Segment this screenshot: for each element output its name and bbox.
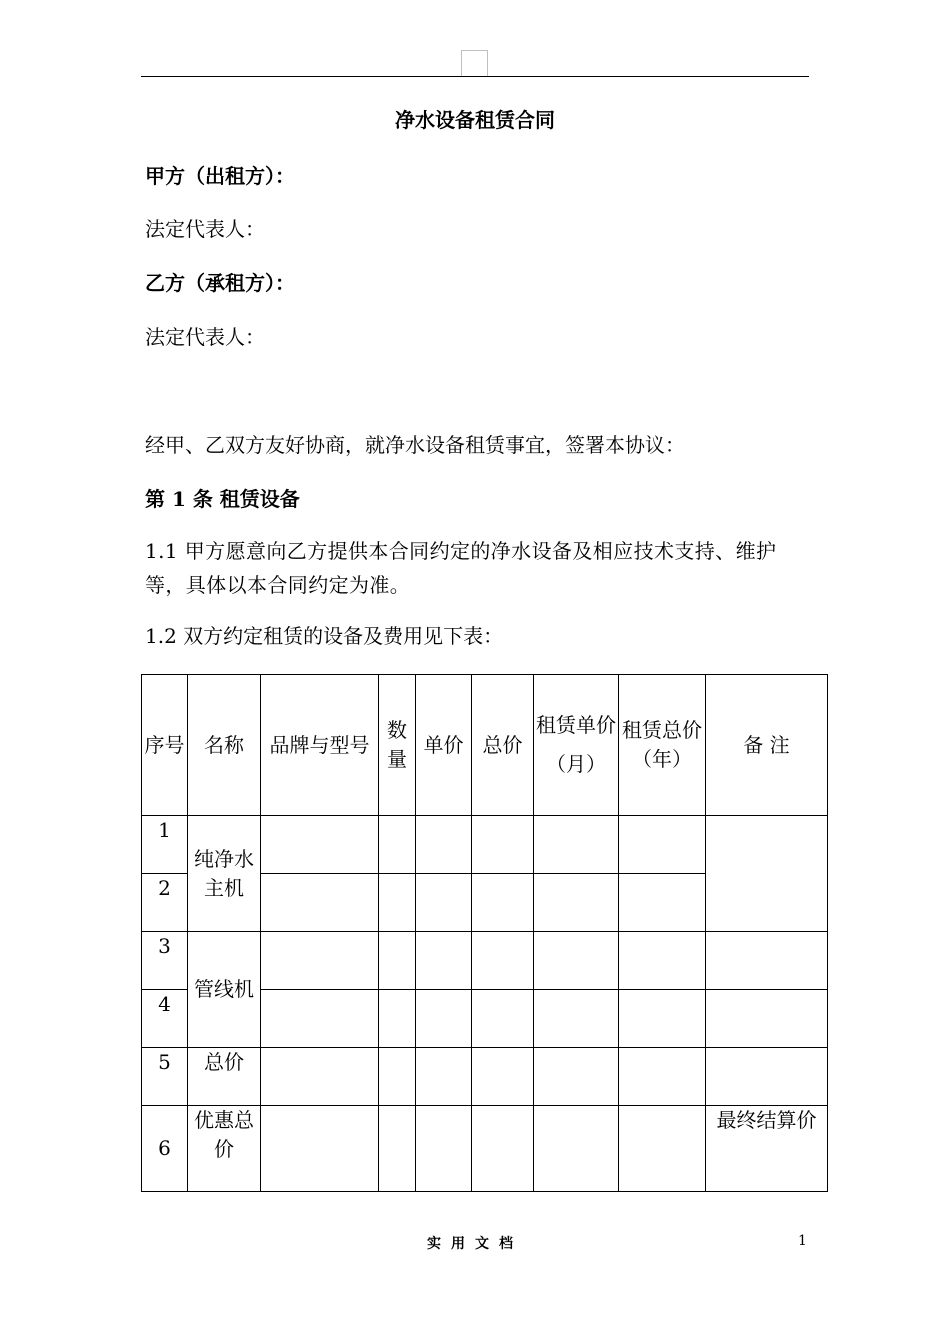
cell-name-pipeline: 管线机 [188,932,261,1048]
table-row [142,816,828,874]
cell-empty [619,816,706,874]
cell-empty [619,932,706,990]
cell-empty [379,990,416,1048]
document-title: 净水设备租赁合同 [395,108,555,132]
header-annual-rent: 租赁总价（年） [619,675,706,816]
cell-remarks-empty [706,816,828,932]
cell-empty [261,1106,379,1192]
header-seq: 序号 [142,675,188,816]
clause-1-1: 1.1 甲方愿意向乙方提供本合同约定的净水设备及相应技术支持、维护等，具体以本合同约定为准。 [145,539,777,597]
cell-empty [416,816,472,874]
cell-name-total: 总价 [188,1048,261,1106]
party-a-representative: 法定代表人： [145,217,265,241]
cell-seq: 3 [142,932,188,990]
header-name: 名称 [188,675,261,816]
cell-empty [619,874,706,932]
equipment-rental-table [141,674,828,1192]
cell-empty [472,1048,534,1106]
cell-empty [534,1048,619,1106]
header-remarks: 备 注 [706,675,828,816]
clause-1-2: 1.2 双方约定租赁的设备及费用见下表： [145,624,504,648]
table-row [142,1106,828,1192]
page-number: 1 [798,1233,807,1249]
table-header-row [142,675,828,816]
header-monthly-rent-label: 租赁单价 [536,713,616,737]
cell-empty [379,874,416,932]
cell-empty [261,874,379,932]
cell-empty [472,990,534,1048]
cell-empty [472,1106,534,1192]
cell-empty [261,932,379,990]
cell-name-discount-total: 优惠总价 [188,1106,261,1192]
cell-empty [534,816,619,874]
cell-empty [261,816,379,874]
cell-empty [261,990,379,1048]
cell-empty [379,816,416,874]
cell-empty [416,874,472,932]
cell-empty [416,1048,472,1106]
cell-empty [619,1048,706,1106]
cell-empty [261,1048,379,1106]
cell-empty [534,1106,619,1192]
cell-seq: 2 [142,874,188,932]
header-brand-model: 品牌与型号 [261,675,379,816]
table-row [142,1048,828,1106]
cell-empty [472,932,534,990]
cell-empty [379,932,416,990]
cell-empty [534,932,619,990]
party-b-label: 乙方（承租方）： [145,271,295,295]
header-monthly-rent-unit: （月） [546,752,606,776]
header-quantity: 数量 [379,675,416,816]
cell-seq: 4 [142,990,188,1048]
cell-seq: 5 [142,1048,188,1106]
footer-label: 实用文档 [427,1236,523,1252]
header-unit-price: 单价 [416,675,472,816]
intro-paragraph: 经甲、乙双方友好协商，就净水设备租赁事宜，签署本协议： [145,433,685,457]
header-box [461,50,488,76]
cell-empty [379,1106,416,1192]
table-row [142,932,828,990]
cell-empty [416,932,472,990]
party-b-representative: 法定代表人： [145,325,265,349]
cell-seq: 6 [142,1106,188,1192]
cell-name-purifier: 纯净水主机 [188,816,261,932]
cell-empty [706,1048,828,1106]
cell-empty [534,990,619,1048]
cell-empty [416,1106,472,1192]
cell-empty [472,874,534,932]
cell-empty [416,990,472,1048]
cell-empty [379,1048,416,1106]
cell-remarks-final-price: 最终结算价 [706,1106,828,1192]
cell-empty [619,1106,706,1192]
header-rule [141,76,809,77]
article-1-heading: 第 1 条 租赁设备 [145,487,300,511]
cell-empty [472,816,534,874]
cell-empty [619,990,706,1048]
header-monthly-rent [534,675,619,816]
cell-empty [534,874,619,932]
cell-empty [706,932,828,990]
party-a-label: 甲方（出租方）： [145,164,295,188]
header-total-price: 总价 [472,675,534,816]
cell-empty [706,990,828,1048]
cell-seq: 1 [142,816,188,874]
